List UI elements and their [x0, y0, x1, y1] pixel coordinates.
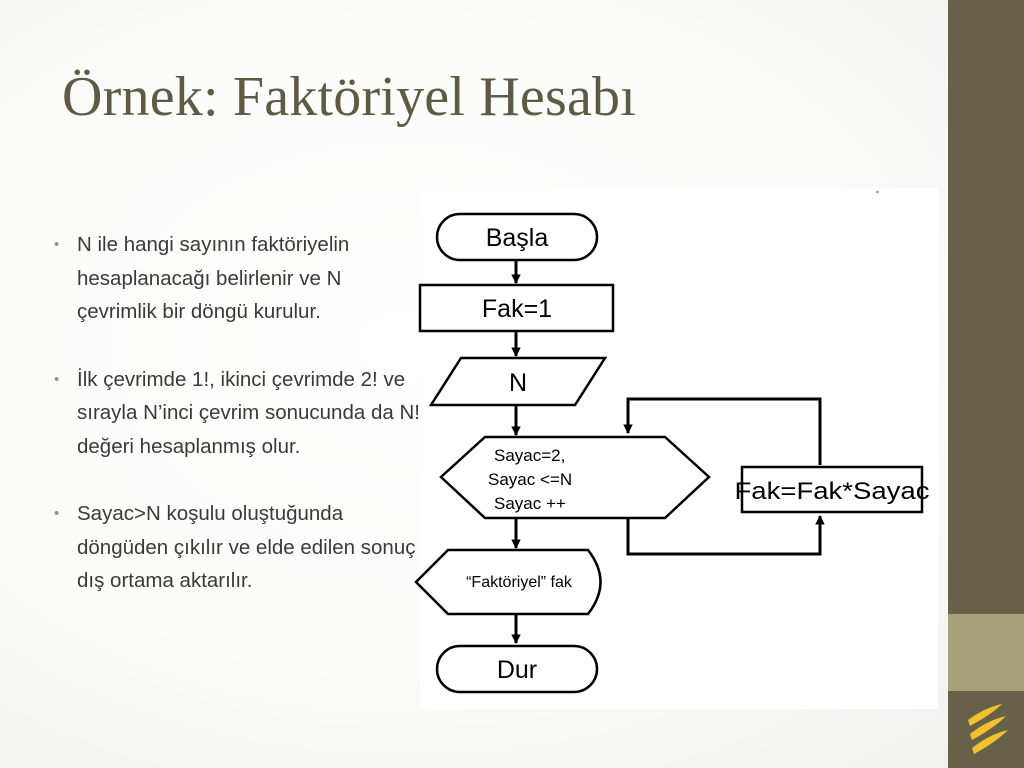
bullet-dot-icon: • — [54, 505, 60, 522]
slide-title: Örnek: Faktöriyel Hesabı — [62, 66, 636, 128]
bullet-dot-icon: • — [54, 370, 60, 388]
loop-line-2: Sayac <=N — [488, 470, 573, 489]
loop-line-3: Sayac ++ — [494, 494, 566, 513]
bullet-text: Sayac>N koşulu oluştuğunda döngüden çıkılır ve elde edilen sonuç dış ortama aktarılır. — [77, 502, 416, 592]
end-label: Dur — [496, 656, 538, 684]
loop-hexagon — [441, 437, 709, 518]
connector-loop-body — [628, 516, 820, 554]
body-label: Fak=Fak*Sayac — [734, 478, 930, 505]
bullet-dot-icon: • — [54, 236, 60, 253]
bullet-text: N ile hangi sayının faktöriyelin hesaplanacağı belirlenir ve N çevrimlik bir döngü kurulur. — [77, 233, 350, 323]
loop-line-1: Sayac=2, — [494, 446, 566, 465]
init-label: Fak=1 — [481, 295, 553, 323]
bullet-text: İlk çevrimde 1!, ikinci çevrimde 2! ve sırayla N’inci çevrim sonucunda da N! değeri hesaplanmış olur. — [77, 367, 420, 458]
output-label: “Faktöriyel” fak — [466, 574, 572, 591]
start-label: Başla — [485, 224, 549, 252]
input-label: N — [508, 369, 528, 397]
